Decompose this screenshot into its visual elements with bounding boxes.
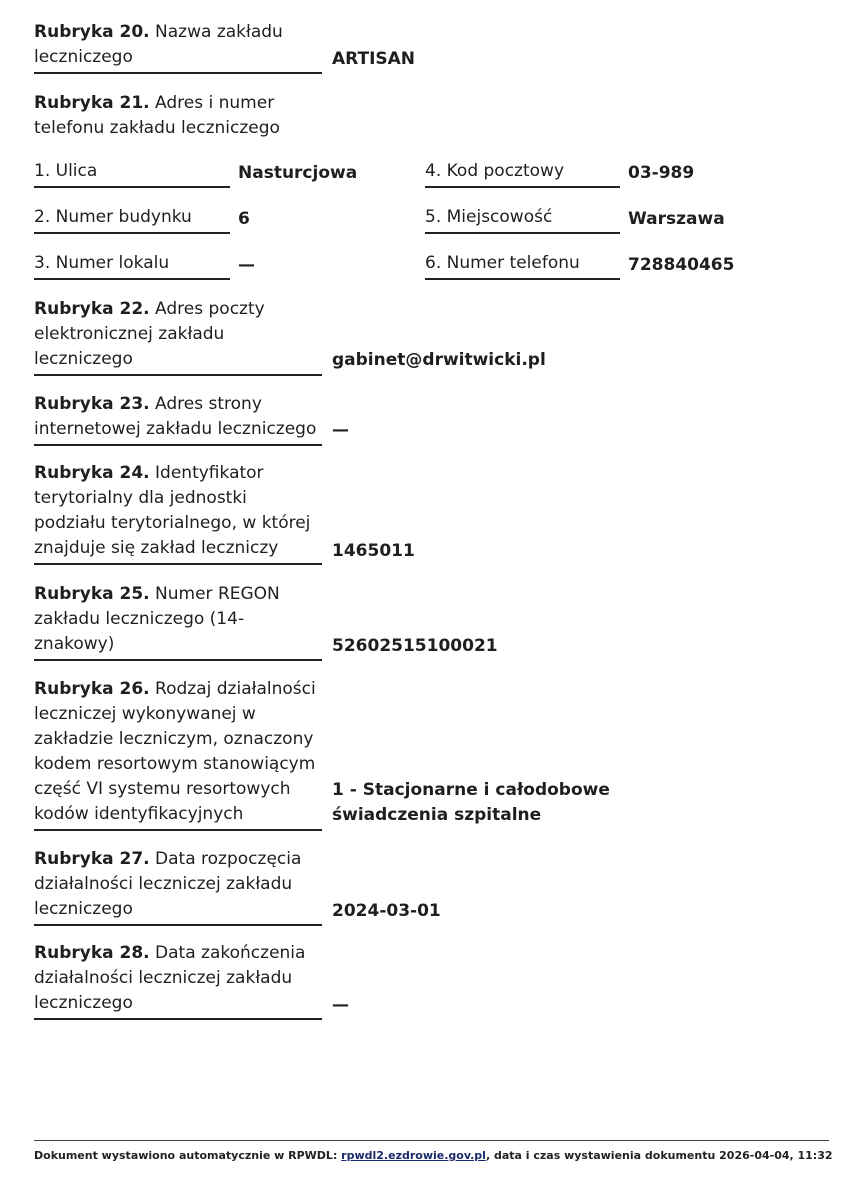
- r20-value: ARTISAN: [332, 49, 416, 69]
- r26-number: Rubryka 26.: [34, 679, 150, 699]
- r23-value: —: [332, 420, 349, 440]
- postal-label: 4. Kod pocztowy: [425, 159, 620, 188]
- r24-text: Identyfikator terytorialny dla jednostki podziału terytorialnego, w której znajduje się zakład leczniczy: [34, 463, 311, 558]
- r21-number: Rubryka 21.: [34, 93, 150, 113]
- footer-prefix: Dokument wystawiono automatycznie w RPWDL:: [34, 1149, 342, 1162]
- postal-value: 03-989: [628, 163, 695, 183]
- footer: [34, 1149, 833, 1163]
- r27-value: 2024-03-01: [332, 901, 441, 921]
- unit-value: —: [238, 255, 255, 275]
- r21-text: Adres i numer telefonu zakładu leczniczego: [34, 93, 280, 138]
- r28-text: Data zakończenia działalności leczniczej zakładu leczniczego: [34, 943, 306, 1013]
- r23-text: Adres strony internetowej zakładu leczniczego: [34, 394, 317, 439]
- r24-value: 1465011: [332, 541, 415, 561]
- r22-text: Adres poczty elektronicznej zakładu leczniczego: [34, 299, 265, 369]
- r26-text: Rodzaj działalności leczniczej wykonywanej w zakładzie leczniczym, oznaczony kodem resortowym stanowiącym część VI systemu resortowych kodów identyfikacyjnych: [34, 679, 316, 824]
- r26-value-line2: świadczenia szpitalne: [332, 805, 542, 825]
- footer-divider: [34, 1140, 829, 1141]
- r28-value: —: [332, 995, 349, 1015]
- city-label: 5. Miejscowość: [425, 205, 620, 234]
- r20-number: Rubryka 20.: [34, 22, 150, 42]
- city-value: Warszawa: [628, 209, 725, 229]
- r24-number: Rubryka 24.: [34, 463, 150, 483]
- r25-label: [34, 582, 322, 661]
- footer-link[interactable]: rpwdl2.ezdrowie.gov.pl: [341, 1149, 486, 1162]
- r25-number: Rubryka 25.: [34, 584, 150, 604]
- r23-number: Rubryka 23.: [34, 394, 150, 414]
- r27-text: Data rozpoczęcia działalności leczniczej zakładu leczniczego: [34, 849, 302, 919]
- r20-text: Nazwa zakładu leczniczego: [34, 22, 283, 67]
- r22-value: gabinet@drwitwicki.pl: [332, 350, 546, 370]
- phone-value: 728840465: [628, 255, 735, 275]
- r23-label: [34, 392, 322, 446]
- r27-label: [34, 847, 322, 926]
- r22-number: Rubryka 22.: [34, 299, 150, 319]
- building-label: 2. Numer budynku: [34, 205, 230, 234]
- street-label: 1. Ulica: [34, 159, 230, 188]
- r25-value: 52602515100021: [332, 636, 498, 656]
- phone-label: 6. Numer telefonu: [425, 251, 620, 280]
- unit-label: 3. Numer lokalu: [34, 251, 230, 280]
- r25-text: Numer REGON zakładu leczniczego (14-znakowy): [34, 584, 280, 654]
- building-value: 6: [238, 209, 250, 229]
- street-value: Nasturcjowa: [238, 163, 358, 183]
- footer-suffix: , data i czas wystawienia dokumentu 2026-04-04, 11:32: [485, 1149, 833, 1162]
- r26-label: [34, 677, 322, 831]
- r21-label: [34, 91, 304, 143]
- r24-label: [34, 461, 322, 565]
- r26-value-line1: 1 - Stacjonarne i całodobowe: [332, 780, 610, 800]
- r27-number: Rubryka 27.: [34, 849, 150, 869]
- r20-label: [34, 20, 322, 74]
- r28-number: Rubryka 28.: [34, 943, 150, 963]
- r28-label: [34, 941, 322, 1020]
- r22-label: [34, 297, 322, 376]
